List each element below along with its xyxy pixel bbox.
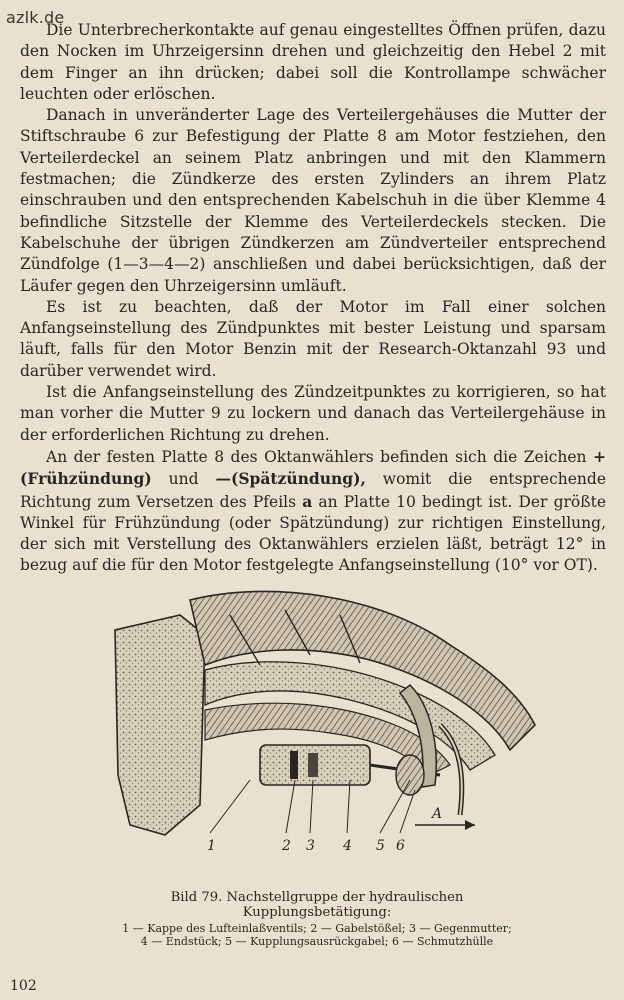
figure-label-2: 2 <box>282 838 291 854</box>
paragraph-4: Ist die Anfangseinstellung des Zündzeitpunktes zu korrigieren, so hat man vorher die Mutter 9 zu lockern und danach das Verteilergehäuse in der erforderlichen Richtung zu drehen. <box>20 383 606 444</box>
figure-label-5: 5 <box>376 838 385 854</box>
paragraph-5-text-d: an Platte 10 bedingt ist. Der größte Winkel für Frühzündung (oder Spätzündung) zur richtigen Einstellung, der sich mit Verstellung des Oktanwählers erzielen läßt, beträgt 12° in bezug auf die für den Motor festgelegte Anfangseinstellung (10° vor OT). <box>20 492 607 575</box>
paragraph-5-text-b: und <box>151 470 216 489</box>
figure-label-1: 1 <box>207 838 216 854</box>
dust-boot <box>396 755 424 795</box>
paragraph-5-text-c: womit die entsprechende Richtung zum Versetzen des Pfeils <box>20 470 607 511</box>
paragraph-1: Die Unterbrecherkontakte auf genau eingestelltes Öffnen prüfen, dazu den Nocken im Uhrzeigersinn drehen und gleichzeitig den Hebel 2 mit dem Finger an ihn drücken; dabei soll die Kontrollampe schwächer leuchten oder erlöschen. <box>20 21 606 103</box>
figure-label-4: 4 <box>343 838 352 854</box>
gearbox-housing <box>115 615 205 835</box>
page-number: 102 <box>10 978 37 994</box>
watermark: azlk.de <box>6 8 65 27</box>
caption-legend: 1 — Kappe des Lufteinlaßventils; 2 — Gabelstößel; 3 — Gegenmutter; 4 — Endstück; 5 — Kupplungsausrückgabel; 6 — Schmutzhülle <box>122 922 512 948</box>
minus-sign-label: —(Spätzündung), <box>215 469 366 489</box>
arrow-label: A <box>432 806 443 822</box>
body-text <box>20 20 606 577</box>
clutch-drawing <box>110 575 550 880</box>
clutch-adjustment-figure <box>110 575 550 880</box>
figure-label-3: 3 <box>306 838 315 854</box>
figure-label-6: 6 <box>396 838 405 854</box>
plus-sign-label: +(Frühzündung) <box>20 446 606 489</box>
paragraph-5 <box>20 446 606 577</box>
figure-caption <box>122 890 512 948</box>
paragraph-5-text-a: An der festen Platte 8 des Oktanwählers befinden sich die Zeichen <box>46 447 593 466</box>
caption-title: Bild 79. Nachstellgruppe der hydraulischen Kupplungsbetätigung: <box>170 890 464 920</box>
paragraph-3: Es ist zu beachten, daß der Motor im Fall einer solchen Anfangseinstellung des Zündpunktes mit bester Leistung und sparsam läuft, falls für den Motor Benzin mit der Research-Oktanzahl 93 und darüber verwendet wird. <box>20 297 606 380</box>
arrow-a-label: a <box>302 491 313 511</box>
paragraph-2: Danach in unveränderter Lage des Verteilergehäuses die Mutter der Stiftschraube 6 zur Befestigung der Platte 8 am Motor festziehen, den Verteilerdeckel an seinem Platz anbringen und mit den Klammern festmachen; die Zündkerze des ersten Zylinders an ihrem Platz einschrauben und den entsprechenden Kabelschuh in die über Klemme 4 befindliche Sitzstelle der Klemme des Verteilerdeckels stecken. Die Kabelschuhe der übrigen Zündkerzen am Zündverteiler entsprechend Zündfolge (1—3—4—2) anschließen und dabei berücksichtigen, daß der Läufer gegen den Uhrzeigersinn umläuft. <box>20 106 606 295</box>
